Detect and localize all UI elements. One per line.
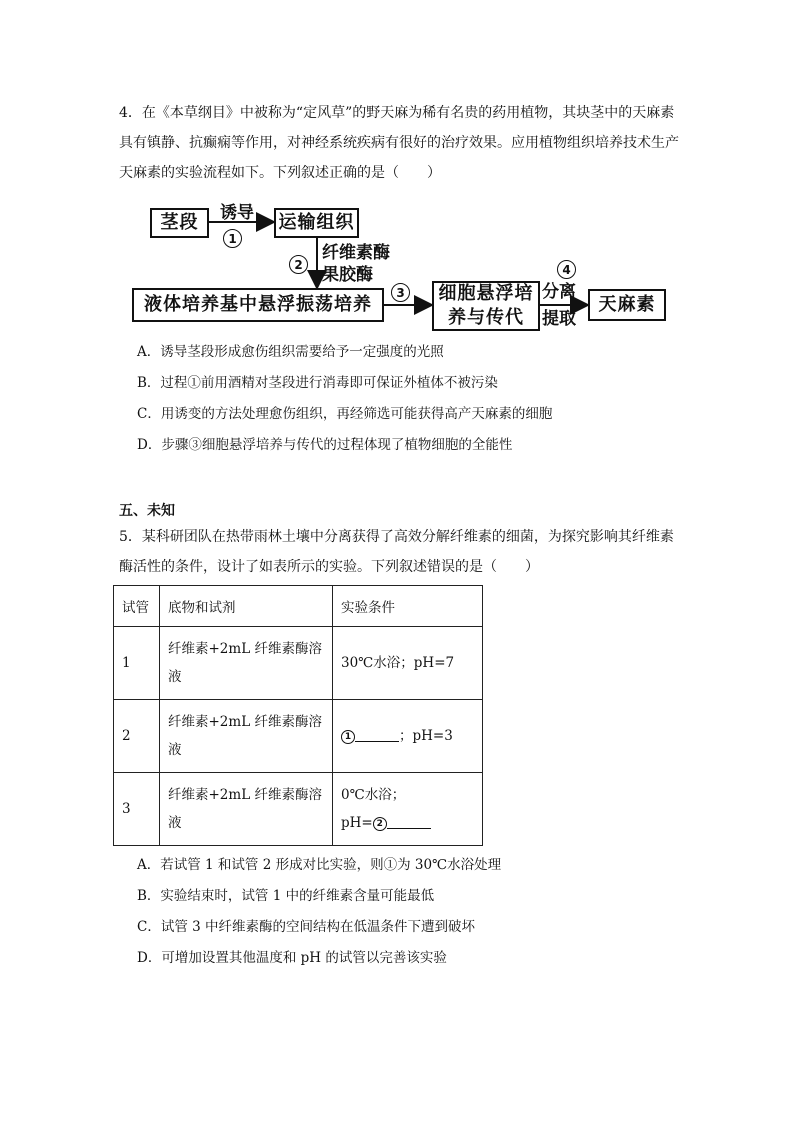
cell-condition [333, 773, 483, 846]
cell-reagent-line1: 纤维素+2mL 纤维素酶溶 [168, 641, 322, 657]
label-extract: 提取 [542, 309, 576, 329]
step-4-marker: 4 [557, 260, 576, 279]
q4-option-d: D．步骤③细胞悬浮培养与传代的过程体现了植物细胞的全能性 [137, 437, 513, 453]
table-row [114, 700, 483, 773]
step-2-marker: 2 [289, 255, 308, 274]
blank-2-marker: 2 [373, 817, 387, 831]
table-row [114, 773, 483, 846]
label-separate: 分离 [542, 282, 576, 302]
cell-condition-tail: ；pH=3 [399, 728, 453, 744]
table-row [114, 627, 483, 700]
step-3-marker: 3 [391, 283, 410, 302]
answer-blank-1 [355, 729, 399, 742]
question-4-stem: 4．在《本草纲目》中被称为“定风草”的野天麻为稀有名贵的药用植物，其块茎中的天麻素具有镇静、抗癫痫等作用，对神经系统疾病有很好的治疗效果。应用植物组织培养技术生产天麻素的实验流程如下。下列叙述正确的是（ ） [119, 105, 679, 181]
header-tube: 试管 [114, 586, 160, 627]
cell-reagent-line2: 液 [168, 669, 182, 685]
cell-reagent-line2: 液 [168, 742, 182, 758]
blank-1-marker: 1 [341, 730, 355, 744]
cell-condition [333, 700, 483, 773]
table-header-row [114, 586, 483, 627]
q4-option-a: A．诱导茎段形成愈伤组织需要给予一定强度的光照 [137, 344, 444, 360]
box-cell-suspension [432, 281, 540, 331]
cell-condition-line1: 30℃水浴；pH=7 [341, 655, 455, 671]
label-pectinase: 果胶酶 [322, 265, 373, 285]
box-vascular-tissue: 运输组织 [274, 208, 359, 238]
q4-option-c: C．用诱变的方法处理愈伤组织，再经筛选可能获得高产天麻素的细胞 [137, 406, 553, 422]
cell-condition-line1: 0℃水浴； [341, 787, 406, 803]
step-1-marker: 1 [223, 229, 242, 248]
cell-reagent-line1: 纤维素+2mL 纤维素酶溶 [168, 787, 322, 803]
experiment-table [113, 585, 483, 846]
label-induce: 诱导 [220, 203, 254, 223]
q4-option-b: B．过程①前用酒精对茎段进行消毒即可保证外植体不被污染 [137, 375, 498, 391]
box-gastrodin: 天麻素 [588, 289, 666, 321]
cell-reagent [160, 700, 333, 773]
q5-option-c: C．试管 3 中纤维素酶的空间结构在低温条件下遭到破坏 [137, 919, 476, 935]
cell-reagent [160, 627, 333, 700]
cell-tube: 3 [114, 773, 160, 846]
box-cell-suspension-line2: 养与传代 [448, 307, 524, 328]
q5-option-b: B．实验结束时，试管 1 中的纤维素含量可能最低 [137, 888, 435, 904]
label-cellulase: 纤维素酶 [322, 243, 390, 263]
q5-option-d: D．可增加设置其他温度和 pH 的试管以完善该实验 [137, 950, 447, 966]
cell-condition-prefix: pH= [341, 815, 373, 831]
cell-reagent-line2: 液 [168, 815, 182, 831]
cell-condition-line2 [341, 809, 474, 837]
cell-tube: 2 [114, 700, 160, 773]
cell-reagent-line1: 纤维素+2mL 纤维素酶溶 [168, 714, 322, 730]
cell-condition [333, 627, 483, 700]
header-condition: 实验条件 [333, 586, 483, 627]
question-5-stem: 5．某科研团队在热带雨林土壤中分离获得了高效分解纤维素的细菌，为探究影响其纤维素酶活性的条件，设计了如表所示的实验。下列叙述错误的是（ ） [119, 529, 674, 575]
answer-blank-2 [387, 816, 431, 829]
section-title: 五、未知 [119, 503, 175, 519]
box-stem-segment: 茎段 [150, 208, 209, 238]
box-cell-suspension-line1: 细胞悬浮培 [438, 283, 534, 304]
header-reagent: 底物和试剂 [160, 586, 333, 627]
cell-reagent [160, 773, 333, 846]
cell-tube: 1 [114, 627, 160, 700]
q5-option-a: A．若试管 1 和试管 2 形成对比实验，则①为 30℃水浴处理 [137, 857, 502, 873]
box-liquid-culture: 液体培养基中悬浮振荡培养 [132, 288, 384, 322]
